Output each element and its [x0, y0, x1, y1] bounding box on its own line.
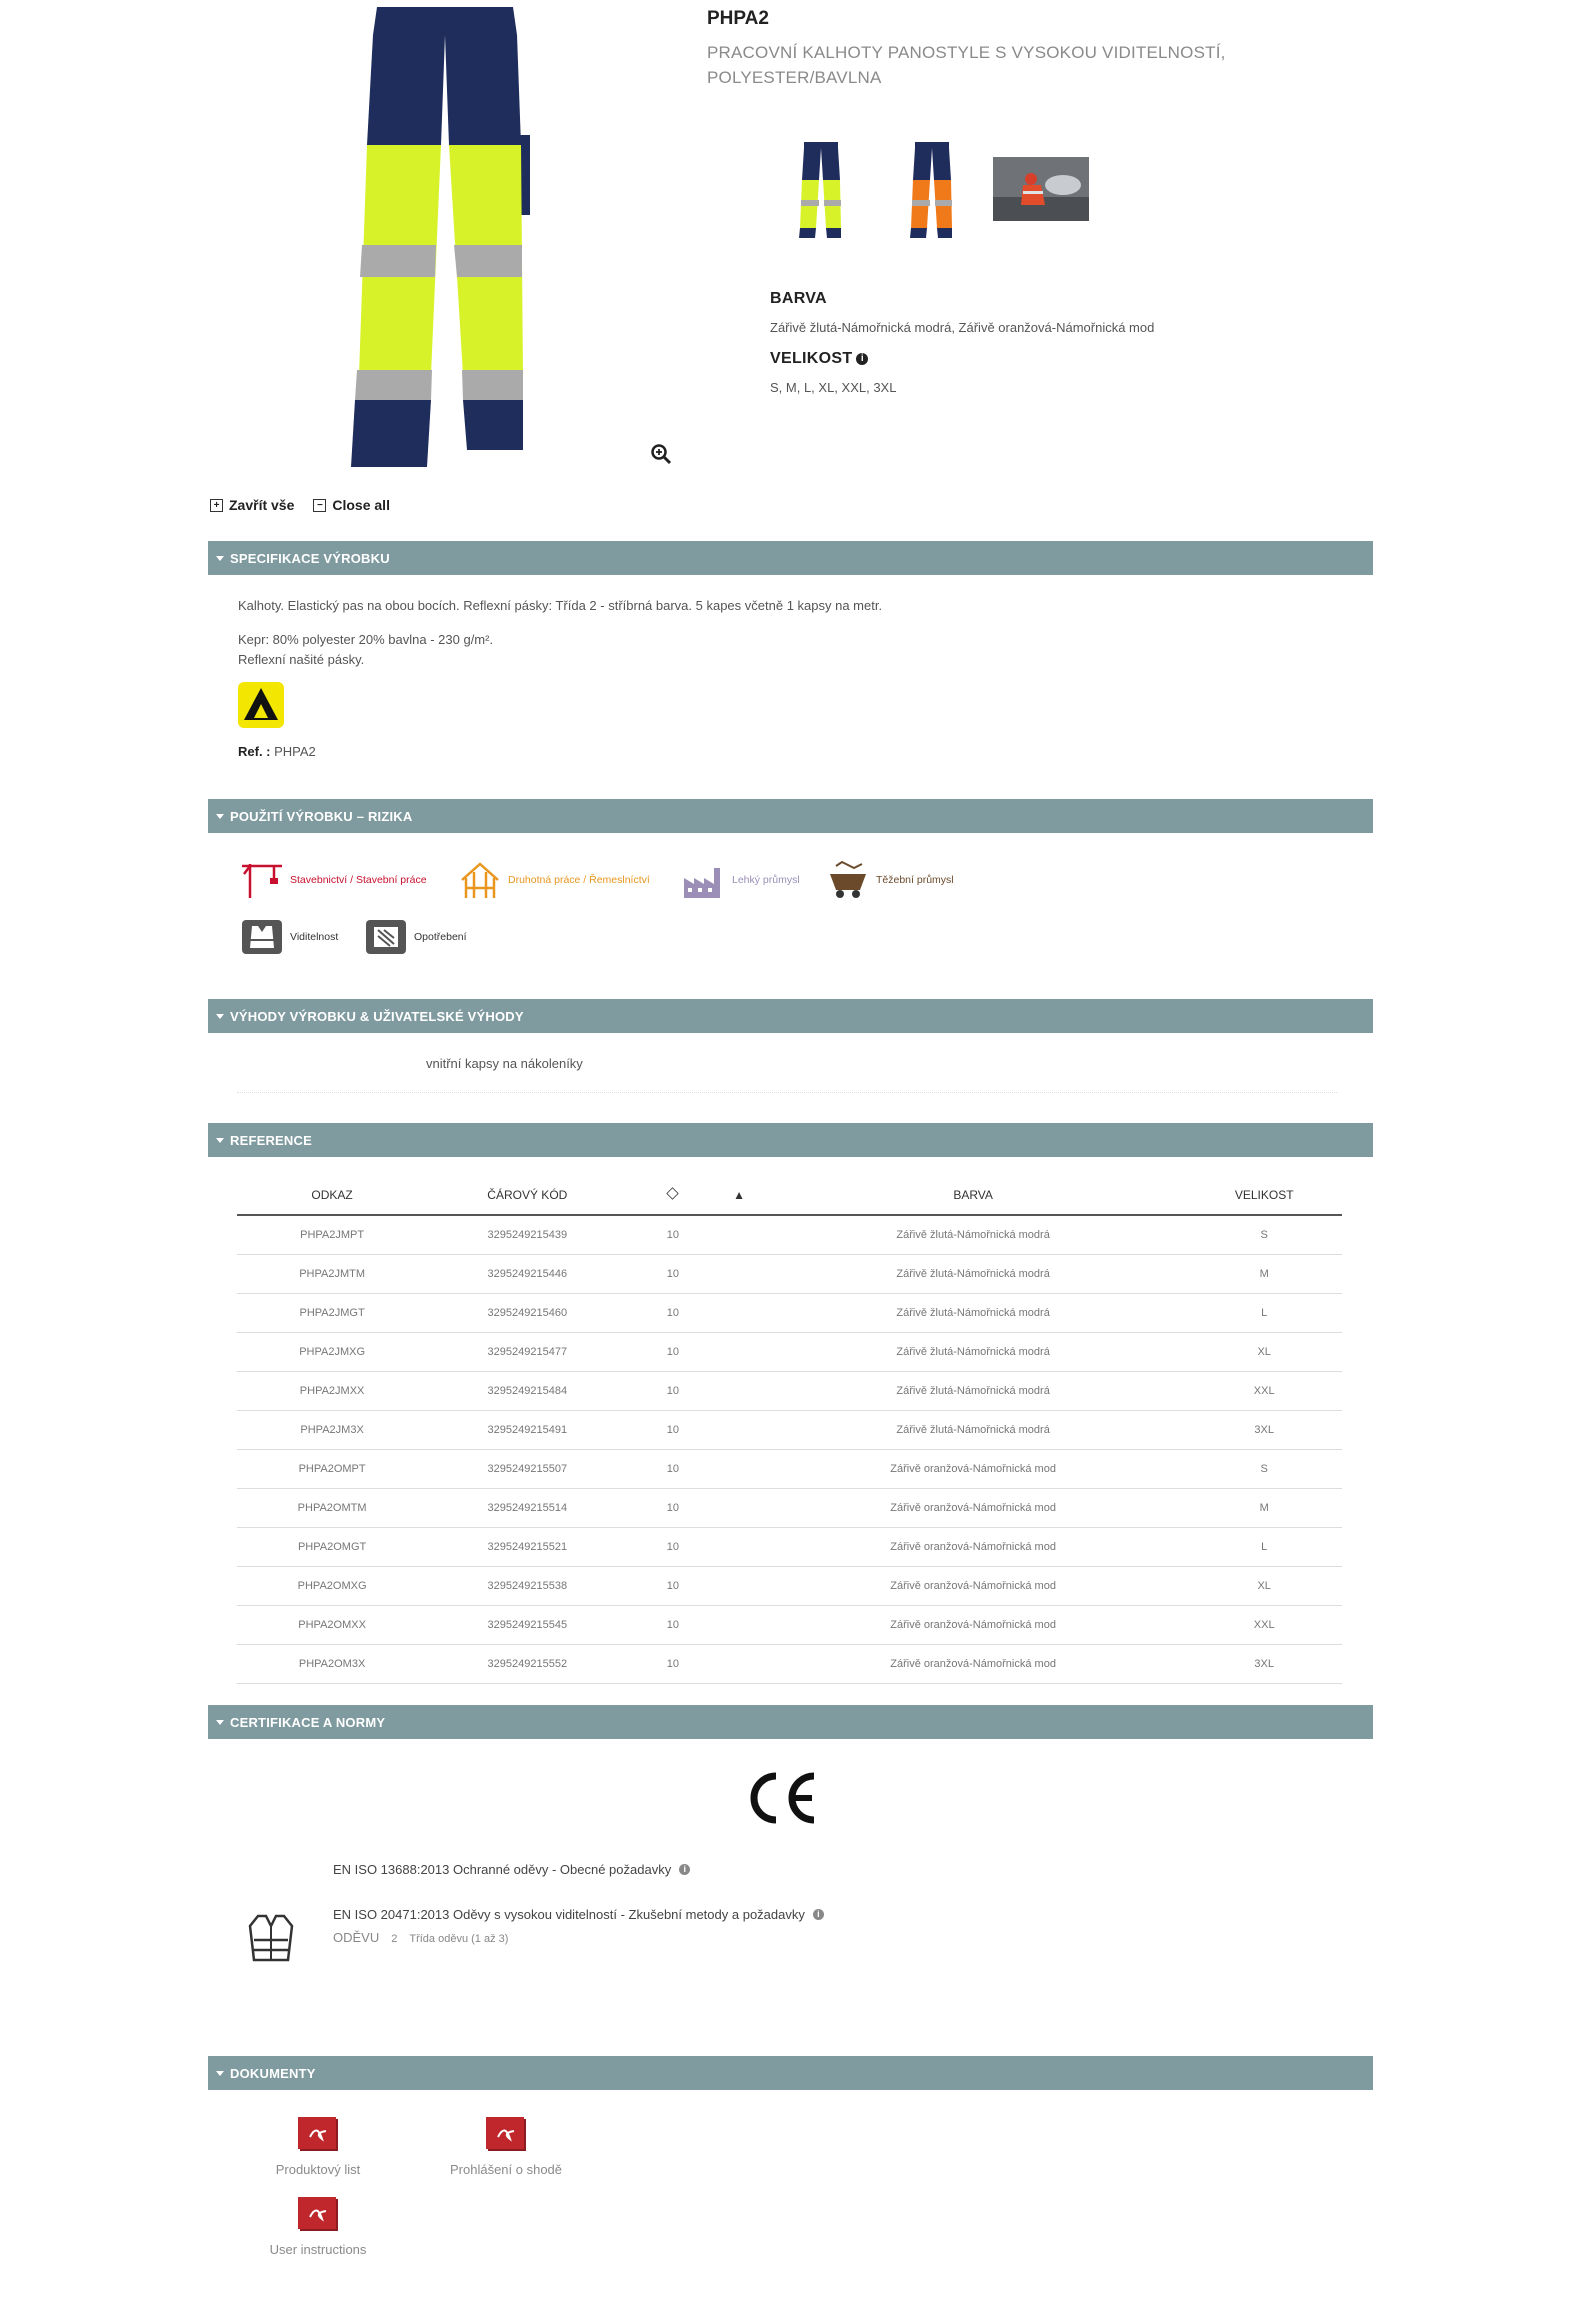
factory-icon [682, 860, 726, 900]
norm-1 [333, 1862, 690, 1877]
hi-vis-vest-icon [248, 1912, 294, 1964]
size-label-row [770, 350, 868, 368]
cell-package: 10 [627, 1489, 718, 1528]
cell-size: L [1186, 1294, 1342, 1333]
open-all-toggle[interactable] [210, 497, 294, 513]
risk-label: Viditelnost [290, 931, 339, 943]
cell-barcode: 3295249215514 [427, 1489, 627, 1528]
cell-unit [718, 1333, 760, 1372]
color-label: BARVA [770, 290, 827, 307]
cell-unit [718, 1645, 760, 1684]
caret-down-icon [216, 1720, 224, 1725]
section-header-cert[interactable] [208, 1705, 1373, 1739]
section-title: POUŽITÍ VÝROBKU – RIZIKA [230, 808, 413, 824]
cell-color: Zářivě oranžová-Námořnická mod [760, 1645, 1187, 1684]
cell-barcode: 3295249215439 [427, 1215, 627, 1255]
cell-barcode: 3295249215446 [427, 1255, 627, 1294]
thumbnail-orange-navy[interactable] [897, 140, 967, 240]
reference-table [237, 1176, 1342, 1684]
cell-size: XL [1186, 1567, 1342, 1606]
cell-unit [718, 1294, 760, 1333]
table-row [237, 1255, 1342, 1294]
info-icon[interactable]: i [813, 1909, 824, 1920]
col-header-unit [718, 1176, 760, 1215]
section-header-docs[interactable] [208, 2056, 1373, 2090]
cell-barcode: 3295249215460 [427, 1294, 627, 1333]
cell-size: XXL [1186, 1606, 1342, 1645]
cell-color: Zářivě oranžová-Námořnická mod [760, 1606, 1187, 1645]
risk-label: Těžební průmysl [876, 874, 954, 886]
doc-label: Produktový list [275, 2162, 361, 2177]
cell-color: Zářivě žlutá-Námořnická modrá [760, 1372, 1187, 1411]
risk-light-industry [682, 860, 800, 900]
wear-icon [364, 918, 408, 956]
cell-package: 10 [627, 1294, 718, 1333]
cell-package: 10 [627, 1372, 718, 1411]
table-row [237, 1567, 1342, 1606]
minus-square-icon: − [313, 499, 326, 512]
cell-unit [718, 1215, 760, 1255]
benefit-item: vnitřní kapsy na nákoleníky [426, 1056, 583, 1071]
col-header-barcode: ČÁROVÝ KÓD [427, 1176, 627, 1215]
product-main-image[interactable] [345, 5, 545, 475]
cell-size: 3XL [1186, 1645, 1342, 1684]
cell-odkaz: PHPA2JM3X [237, 1411, 427, 1450]
cell-package: 10 [627, 1645, 718, 1684]
section-header-benefits[interactable] [208, 999, 1373, 1033]
cell-odkaz: PHPA2JMXX [237, 1372, 427, 1411]
norm-2-text: EN ISO 20471:2013 Oděvy s vysokou viditelností - Zkušební metody a požadavky [333, 1907, 805, 1922]
house-frame-icon [458, 860, 502, 900]
cell-color: Zářivě oranžová-Námořnická mod [760, 1528, 1187, 1567]
doc-product-sheet[interactable] [248, 2115, 388, 2177]
caret-down-icon [216, 1014, 224, 1019]
section-title: SPECIFIKACE VÝROBKU [230, 550, 390, 566]
zoom-icon[interactable] [650, 443, 672, 465]
norm-2 [333, 1907, 824, 1922]
pdf-icon [296, 2195, 340, 2233]
class-label: ODĚVU [333, 1930, 380, 1945]
close-all-label: Close all [332, 497, 390, 513]
spec-line-3: Reflexní našité pásky. [238, 652, 365, 667]
cell-color: Zářivě žlutá-Námořnická modrá [760, 1294, 1187, 1333]
table-row [237, 1294, 1342, 1333]
risk-label: Lehký průmysl [732, 874, 800, 886]
cell-odkaz: PHPA2OMPT [237, 1450, 427, 1489]
cell-barcode: 3295249215477 [427, 1333, 627, 1372]
ref-label: Ref. : [238, 744, 271, 759]
section-title: VÝHODY VÝROBKU & UŽIVATELSKÉ VÝHODY [230, 1008, 524, 1024]
doc-label: Prohlášení o shodě [449, 2162, 563, 2177]
cell-unit [718, 1606, 760, 1645]
cell-size: 3XL [1186, 1411, 1342, 1450]
table-row [237, 1411, 1342, 1450]
plus-square-icon: + [210, 499, 223, 512]
product-subtitle: PRACOVNÍ KALHOTY PANOSTYLE S VYSOKOU VIDITELNOSTÍ, POLYESTER/BAVLNA [707, 43, 1226, 87]
risk-wear [364, 918, 467, 956]
cell-barcode: 3295249215521 [427, 1528, 627, 1567]
pdf-icon [296, 2115, 340, 2153]
cell-package: 10 [627, 1255, 718, 1294]
info-icon[interactable]: i [679, 1864, 690, 1875]
cell-unit [718, 1489, 760, 1528]
person-icon: ▲ [733, 1188, 745, 1202]
col-header-odkaz: ODKAZ [237, 1176, 427, 1215]
table-row [237, 1645, 1342, 1684]
cell-color: Zářivě oranžová-Námořnická mod [760, 1567, 1187, 1606]
cell-color: Zářivě žlutá-Námořnická modrá [760, 1255, 1187, 1294]
ref-value: PHPA2 [274, 744, 316, 759]
spec-line-2: Kepr: 80% polyester 20% bavlna - 230 g/m². [238, 632, 494, 647]
doc-label: User instructions [269, 2242, 367, 2257]
cell-package: 10 [627, 1333, 718, 1372]
cell-barcode: 3295249215552 [427, 1645, 627, 1684]
close-all-toggle[interactable] [313, 497, 390, 513]
cell-unit [718, 1411, 760, 1450]
cell-odkaz: PHPA2JMPT [237, 1215, 427, 1255]
cell-size: S [1186, 1450, 1342, 1489]
cell-odkaz: PHPA2OMXG [237, 1567, 427, 1606]
cell-odkaz: PHPA2JMGT [237, 1294, 427, 1333]
box-icon [667, 1187, 679, 1199]
caret-down-icon [216, 2071, 224, 2076]
caret-down-icon [216, 814, 224, 819]
section-header-reference[interactable] [208, 1123, 1373, 1157]
risk-mining [826, 860, 954, 900]
mine-cart-icon [826, 860, 870, 900]
cell-barcode: 3295249215484 [427, 1372, 627, 1411]
norm-1-text: EN ISO 13688:2013 Ochranné oděvy - Obecné požadavky [333, 1862, 672, 1877]
col-header-color: BARVA [760, 1176, 1187, 1215]
doc-user-instructions[interactable] [248, 2195, 388, 2257]
cell-odkaz: PHPA2JMXG [237, 1333, 427, 1372]
open-all-label: Zavřít vše [229, 497, 295, 513]
doc-declaration[interactable] [436, 2115, 576, 2177]
pdf-icon [484, 2115, 528, 2153]
table-row [237, 1333, 1342, 1372]
risk-visibility [240, 918, 338, 956]
col-header-package [627, 1176, 718, 1215]
visibility-vest-icon [240, 918, 284, 956]
size-value: S, M, L, XL, XXL, 3XL [770, 380, 897, 395]
color-value: Zářivě žlutá-Námořnická modrá, Zářivě oranžová-Námořnická mod [770, 320, 1155, 335]
crane-icon [240, 860, 284, 900]
cell-barcode: 3295249215507 [427, 1450, 627, 1489]
divider [237, 1092, 1337, 1093]
table-row [237, 1489, 1342, 1528]
class-value: 2 [391, 1933, 398, 1945]
cell-unit [718, 1567, 760, 1606]
ref-line [238, 744, 316, 759]
class-desc: Třída oděvu (1 až 3) [409, 1933, 509, 1945]
table-row [237, 1215, 1342, 1255]
brand-logo-icon [238, 682, 284, 728]
cell-color: Zářivě žlutá-Námořnická modrá [760, 1215, 1187, 1255]
cell-odkaz: PHPA2OMTM [237, 1489, 427, 1528]
norm-2-class [333, 1930, 508, 1945]
cell-unit [718, 1372, 760, 1411]
cell-unit [718, 1528, 760, 1567]
table-row [237, 1606, 1342, 1645]
cell-size: M [1186, 1489, 1342, 1528]
cell-color: Zářivě žlutá-Námořnická modrá [760, 1333, 1187, 1372]
cell-size: XXL [1186, 1372, 1342, 1411]
table-row [237, 1528, 1342, 1567]
section-header-spec[interactable] [208, 541, 1373, 575]
cell-size: XL [1186, 1333, 1342, 1372]
risk-craft [458, 860, 650, 900]
cell-barcode: 3295249215538 [427, 1567, 627, 1606]
risk-label: Opotřebení [414, 931, 467, 943]
cell-unit [718, 1255, 760, 1294]
cell-package: 10 [627, 1567, 718, 1606]
risk-label: Druhotná práce / Řemeslníctví [508, 874, 650, 886]
col-header-size: VELIKOST [1186, 1176, 1342, 1215]
cell-odkaz: PHPA2OMGT [237, 1528, 427, 1567]
thumbnail-lifestyle-photo[interactable] [993, 157, 1089, 221]
risk-construction [240, 860, 427, 900]
section-title: DOKUMENTY [230, 2065, 316, 2081]
cell-package: 10 [627, 1528, 718, 1567]
section-title: REFERENCE [230, 1132, 312, 1148]
cell-unit [718, 1450, 760, 1489]
cell-color: Zářivě oranžová-Námořnická mod [760, 1489, 1187, 1528]
risk-label: Stavebnictví / Stavební práce [290, 874, 427, 886]
thumbnail-yellow-navy[interactable] [786, 140, 856, 240]
cell-size: L [1186, 1528, 1342, 1567]
spec-line-1: Kalhoty. Elastický pas na obou bocích. Reflexní pásky: Třída 2 - stříbrná barva. 5 kapes včetně 1 kapsy na metr. [238, 598, 883, 613]
cell-color: Zářivě žlutá-Námořnická modrá [760, 1411, 1187, 1450]
ce-mark-icon [744, 1770, 820, 1826]
info-icon[interactable]: i [856, 353, 868, 365]
size-label: VELIKOST [770, 350, 853, 367]
cell-package: 10 [627, 1411, 718, 1450]
section-title: CERTIFIKACE A NORMY [230, 1714, 386, 1730]
cell-odkaz: PHPA2OMXX [237, 1606, 427, 1645]
cell-barcode: 3295249215545 [427, 1606, 627, 1645]
caret-down-icon [216, 1138, 224, 1143]
product-code: PHPA2 [707, 8, 769, 29]
expand-collapse-controls [210, 497, 402, 513]
cell-package: 10 [627, 1606, 718, 1645]
cell-color: Zářivě oranžová-Námořnická mod [760, 1450, 1187, 1489]
table-row [237, 1450, 1342, 1489]
table-row [237, 1372, 1342, 1411]
cell-size: M [1186, 1255, 1342, 1294]
caret-down-icon [216, 556, 224, 561]
table-header-row [237, 1176, 1342, 1215]
cell-package: 10 [627, 1215, 718, 1255]
cell-size: S [1186, 1215, 1342, 1255]
cell-package: 10 [627, 1450, 718, 1489]
cell-odkaz: PHPA2OM3X [237, 1645, 427, 1684]
section-header-use[interactable] [208, 799, 1373, 833]
cell-odkaz: PHPA2JMTM [237, 1255, 427, 1294]
cell-barcode: 3295249215491 [427, 1411, 627, 1450]
